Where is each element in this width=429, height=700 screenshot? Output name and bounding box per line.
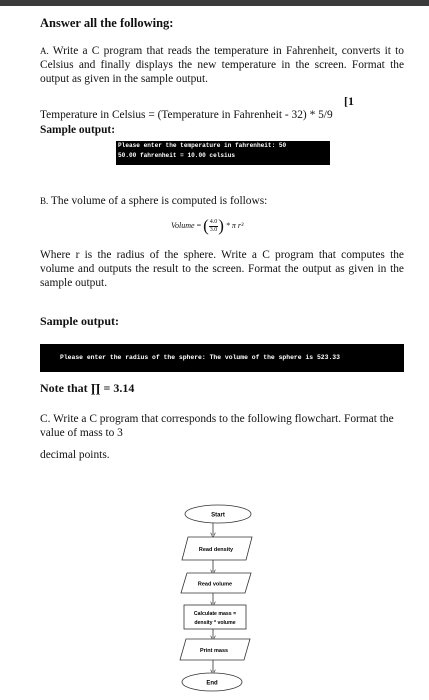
- question-b-console: Please enter the radius of the sphere: The volume of the sphere is 523.33: [40, 344, 404, 372]
- flow-start: [185, 505, 251, 523]
- calculate-label-2: density * volume: [194, 620, 236, 626]
- flow-read-density: [182, 537, 252, 560]
- formula-tail: * π r³: [225, 220, 244, 230]
- question-a-body: Write a C program that reads the temperature in Fahrenheit, converts it to Celsius and finally displays the new temperature in the screen. Format the output as given in the sample output.: [40, 45, 404, 85]
- formula-equals: =: [196, 220, 202, 230]
- calculate-label-1: Calculate mass =: [193, 611, 237, 617]
- end-label: End: [206, 680, 218, 687]
- flow-calculate: [184, 605, 246, 629]
- question-c-body: Write a C program that corresponds to the following flowchart. Format the value of mass to 3: [40, 413, 394, 439]
- question-a-sample-label: Sample output:: [40, 124, 116, 136]
- question-b-intro-text: The volume of a sphere is computed is follows:: [50, 195, 268, 207]
- print-mass-label: Print mass: [199, 648, 229, 654]
- console-line-2: 50.00 fahrenheit = 10.00 celsius: [118, 152, 236, 159]
- question-b-marker: B.: [40, 196, 49, 206]
- question-a-marker: A.: [40, 46, 49, 56]
- question-b-text: Where r is the radius of the sphere. Write a C program that computes the volume and outputs the result to the screen. Format the output as given in the sample output.: [40, 249, 404, 289]
- formula-label: Volume: [171, 220, 195, 230]
- flow-read-volume: [181, 573, 251, 593]
- read-density-label: Read density: [198, 547, 234, 553]
- question-c-marker: C.: [40, 413, 51, 425]
- question-a-formula: Temperature in Celsius = (Temperature in Fahrenheit - 32) * 5/9: [40, 109, 333, 121]
- flow-print-mass: [180, 639, 250, 660]
- question-a-mark: [1: [344, 94, 354, 108]
- fraction-denominator: 3.0: [209, 226, 218, 233]
- formula-paren-close: ): [218, 216, 224, 235]
- question-b-note: Note that ∏ = 3.14: [40, 381, 135, 395]
- page-heading: Answer all the following:: [40, 16, 174, 30]
- fraction-numerator: 4.0: [209, 218, 218, 225]
- question-c-text-2: decimal points.: [40, 449, 110, 461]
- console-line-1: Please enter the temperature in fahrenheit: 50: [118, 142, 287, 149]
- question-b-sample-label: Sample output:: [40, 314, 120, 328]
- read-volume-label: Read volume: [197, 581, 233, 588]
- formula-paren-open: (: [203, 216, 209, 235]
- flow-end: [182, 673, 242, 691]
- start-label: Start: [211, 512, 225, 519]
